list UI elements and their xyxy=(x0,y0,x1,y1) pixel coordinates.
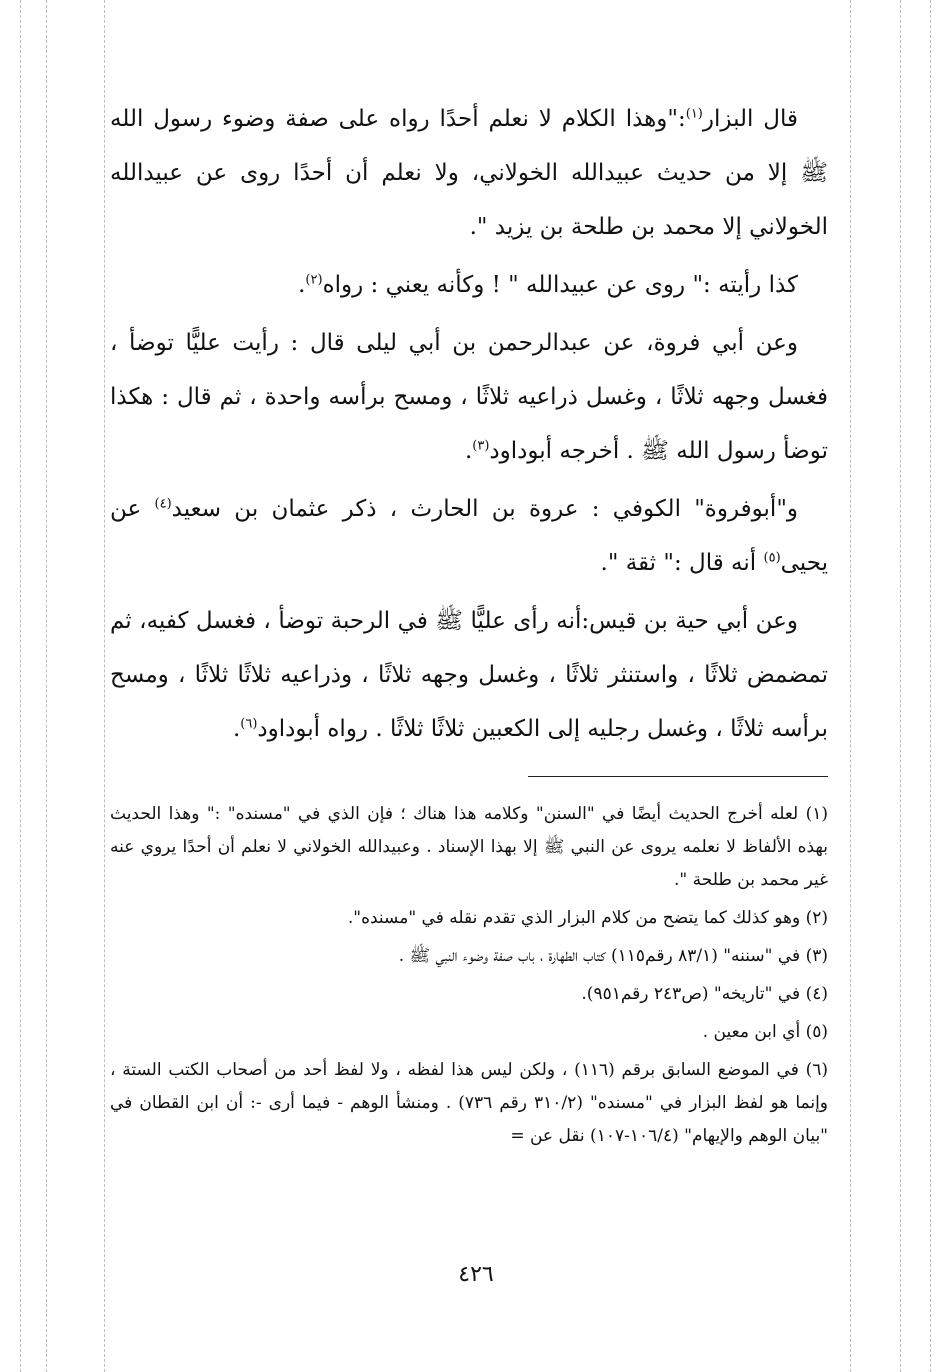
text: قال البزار xyxy=(702,106,798,132)
paragraph xyxy=(110,316,828,478)
footnote: (٥) أي ابن معين . xyxy=(702,1022,828,1042)
text: . xyxy=(464,438,473,464)
footnote: (٦) في الموضع السابق برقم (١١٦) ، ولكن ليس هذا لفظه ، ولا لفظ أحد من أصحاب الكتب الستة ، وإنما هو لفظ البزار في "مسنده" (٣١٠/٢ رقم ٧٣٦) . ومنشأ الوهم - فيما أرى -: أن ابن القطان في "بيان الوهم والإيهام" (١٠٦/٤-١٠٧) نقل عن = xyxy=(110,1060,828,1146)
text: كذا رأيته :" روى عن عبيدالله " ! وكأنه يعني : رواه xyxy=(322,272,798,298)
footnote-marker: (٤) xyxy=(154,496,172,512)
guide-line xyxy=(900,0,901,1372)
guide-line xyxy=(930,0,931,1372)
text: :"وهذا الكلام لا نعلم أحدًا رواه على صفة وضوء رسول الله ﷺ إلا من حديث عبيدالله الخولاني، ولا نعلم أن أحدًا روى عن عبيدالله الخولاني إلا محمد بن طلحة بن يزيد ". xyxy=(110,106,828,240)
footnote-marker: (٦) xyxy=(240,716,258,732)
text: أنه قال :" ثقة ". xyxy=(600,550,764,576)
footnote: (١) لعله أخرج الحديث أيضًا في "السنن" وكلامه هذا هناك ؛ فإن الذي في "مسنده" :" وهذا الحديث بهذه الألفاظ لا نعلمه يروى عن النبي ﷺ إلا بهذا الإسناد . وعبيدالله الخولاني لا نعلم أن أحدًا يروي عنه غير محمد بن طلحة ". xyxy=(110,804,828,890)
page-number: ٤٢٦ xyxy=(458,1262,494,1287)
text: وعن أبي فروة، عن عبدالرحمن بن أبي ليلى قال : رأيت عليًّا توضأ ، فغسل وجهه ثلاثًا ، وغسل ذراعيه ثلاثًا ، ومسح برأسه واحدة ، ثم قال : هكذا توضأ رسول الله ﷺ . أخرجه أبوداود xyxy=(110,330,828,464)
footnotes xyxy=(110,798,828,1158)
paragraph xyxy=(110,594,828,756)
text: . xyxy=(232,716,241,742)
footnote: (٢) وهو كذلك كما يتضح من كلام البزار الذي تقدم نقله في "مسنده". xyxy=(347,908,828,928)
text: و"أبوفروة" الكوفي : عروة بن الحارث ، ذكر عثمان بن سعيد xyxy=(171,496,799,522)
footnote: (٣) في "سننه" (٨٣/١ رقم١١٥) كتاب الطهارة ، باب صفة وضوء النبي ﷺ . xyxy=(398,946,828,966)
main-text xyxy=(110,92,828,760)
text: وعن أبي حية بن قيس:أنه رأى عليًّا ﷺ في الرحبة توضأ ، فغسل كفيه، ثم تمضمض ثلاثًا ، واستنثر ثلاثًا ، وغسل وجهه ثلاثًا ، وذراعيه ثلاثًا ثلاثًا ، ومسح برأسه ثلاثًا ، وغسل رجليه إلى الكعبين ثلاثًا ثلاثًا . رواه أبوداود xyxy=(110,608,828,742)
paragraph xyxy=(110,92,828,254)
footnote-marker: (٥) xyxy=(763,550,781,566)
guide-line xyxy=(20,0,21,1372)
paragraph xyxy=(110,258,828,312)
footnote: (٤) في "تاريخه" (ص٢٤٣ رقم٩٥١). xyxy=(581,984,828,1004)
text: . xyxy=(298,272,306,298)
text: عن يحيى xyxy=(110,496,828,576)
footnote-marker: (١) xyxy=(685,106,703,122)
footnote-marker: (٣) xyxy=(472,438,490,454)
footnote-separator xyxy=(528,776,828,777)
paragraph xyxy=(110,482,828,590)
guide-line xyxy=(104,0,105,1372)
guide-line xyxy=(46,0,47,1372)
guide-line xyxy=(850,0,851,1372)
footnote-marker: (٢) xyxy=(305,272,323,288)
